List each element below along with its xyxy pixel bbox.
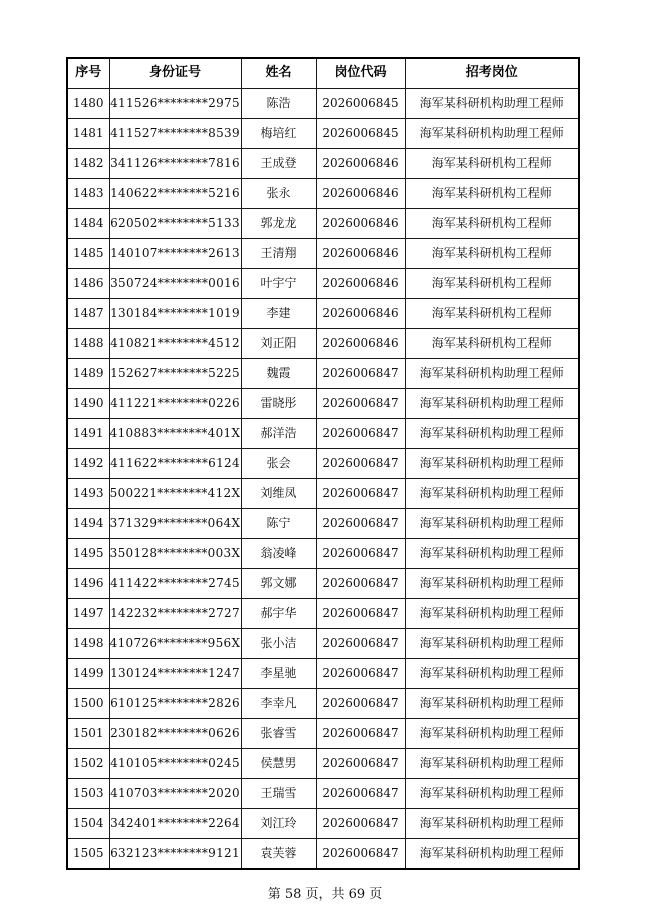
table-row (67, 479, 579, 509)
cell-position: 海军某科研机构工程师 (405, 329, 579, 359)
cell-serial-number: 1498 (67, 629, 109, 659)
cell-serial-number: 1504 (67, 809, 109, 839)
cell-serial-number: 1491 (67, 419, 109, 449)
cell-position: 海军某科研机构助理工程师 (405, 749, 579, 779)
cell-position-code: 2026006847 (316, 569, 405, 599)
cell-position: 海军某科研机构助理工程师 (405, 479, 579, 509)
table-row (67, 89, 579, 119)
table-row (67, 509, 579, 539)
cell-id-number: 410105********0245 (109, 749, 241, 779)
cell-position-code: 2026006847 (316, 719, 405, 749)
cell-serial-number: 1490 (67, 389, 109, 419)
table-row (67, 599, 579, 629)
cell-name: 魏霞 (241, 359, 316, 389)
cell-name: 叶宇宁 (241, 269, 316, 299)
table-row (67, 329, 579, 359)
cell-serial-number: 1482 (67, 149, 109, 179)
cell-name: 王瑞雪 (241, 779, 316, 809)
cell-serial-number: 1503 (67, 779, 109, 809)
cell-serial-number: 1494 (67, 509, 109, 539)
cell-position-code: 2026006847 (316, 809, 405, 839)
cell-id-number: 140622********5216 (109, 179, 241, 209)
cell-name: 雷晓彤 (241, 389, 316, 419)
table-row (67, 809, 579, 839)
cell-position-code: 2026006846 (316, 209, 405, 239)
header-row (67, 58, 579, 89)
cell-name: 侯慧男 (241, 749, 316, 779)
table-row (67, 299, 579, 329)
cell-name: 郝洋浩 (241, 419, 316, 449)
cell-position: 海军某科研机构助理工程师 (405, 509, 579, 539)
cell-serial-number: 1496 (67, 569, 109, 599)
cell-position: 海军某科研机构助理工程师 (405, 779, 579, 809)
cell-id-number: 620502********5133 (109, 209, 241, 239)
cell-position-code: 2026006845 (316, 119, 405, 149)
cell-id-number: 411221********0226 (109, 389, 241, 419)
table-row (67, 539, 579, 569)
cell-name: 翁凌峰 (241, 539, 316, 569)
cell-name: 袁芙蓉 (241, 839, 316, 870)
cell-position: 海军某科研机构助理工程师 (405, 689, 579, 719)
cell-serial-number: 1492 (67, 449, 109, 479)
table-row (67, 389, 579, 419)
cell-position-code: 2026006847 (316, 449, 405, 479)
cell-serial-number: 1487 (67, 299, 109, 329)
cell-id-number: 411422********2745 (109, 569, 241, 599)
cell-id-number: 371329********064X (109, 509, 241, 539)
cell-position-code: 2026006847 (316, 839, 405, 870)
cell-name: 郭龙龙 (241, 209, 316, 239)
cell-serial-number: 1488 (67, 329, 109, 359)
cell-id-number: 410821********4512 (109, 329, 241, 359)
table-row (67, 239, 579, 269)
cell-serial-number: 1485 (67, 239, 109, 269)
cell-name: 梅培红 (241, 119, 316, 149)
cell-name: 李建 (241, 299, 316, 329)
cell-position: 海军某科研机构工程师 (405, 299, 579, 329)
cell-position-code: 2026006847 (316, 359, 405, 389)
table-row (67, 209, 579, 239)
cell-position-code: 2026006847 (316, 599, 405, 629)
cell-serial-number: 1493 (67, 479, 109, 509)
cell-name: 郝宇华 (241, 599, 316, 629)
cell-id-number: 632123********9121 (109, 839, 241, 870)
cell-id-number: 500221********412X (109, 479, 241, 509)
cell-position-code: 2026006847 (316, 509, 405, 539)
header-position-code: 岗位代码 (316, 58, 405, 89)
cell-position: 海军某科研机构助理工程师 (405, 89, 579, 119)
cell-serial-number: 1483 (67, 179, 109, 209)
table-row (67, 179, 579, 209)
cell-id-number: 142232********2727 (109, 599, 241, 629)
page-number-footer: 第 58 页，共 69 页 (267, 887, 383, 902)
cell-id-number: 410883********401X (109, 419, 241, 449)
cell-name: 陈浩 (241, 89, 316, 119)
table-row (67, 659, 579, 689)
table-row (67, 779, 579, 809)
table-row (67, 689, 579, 719)
cell-position: 海军某科研机构助理工程师 (405, 659, 579, 689)
cell-position-code: 2026006846 (316, 269, 405, 299)
cell-serial-number: 1486 (67, 269, 109, 299)
header-position: 招考岗位 (405, 58, 579, 89)
cell-position: 海军某科研机构助理工程师 (405, 809, 579, 839)
cell-id-number: 610125********2826 (109, 689, 241, 719)
cell-position-code: 2026006847 (316, 749, 405, 779)
cell-serial-number: 1484 (67, 209, 109, 239)
table-row (67, 149, 579, 179)
cell-position: 海军某科研机构工程师 (405, 179, 579, 209)
header-serial-number: 序号 (67, 58, 109, 89)
cell-position: 海军某科研机构助理工程师 (405, 599, 579, 629)
cell-serial-number: 1499 (67, 659, 109, 689)
cell-serial-number: 1501 (67, 719, 109, 749)
table-row (67, 119, 579, 149)
cell-name: 郭文娜 (241, 569, 316, 599)
cell-id-number: 140107********2613 (109, 239, 241, 269)
cell-serial-number: 1502 (67, 749, 109, 779)
cell-position: 海军某科研机构工程师 (405, 209, 579, 239)
cell-position: 海军某科研机构助理工程师 (405, 119, 579, 149)
cell-position: 海军某科研机构助理工程师 (405, 419, 579, 449)
cell-id-number: 411526********2975 (109, 89, 241, 119)
cell-id-number: 410726********956X (109, 629, 241, 659)
cell-position-code: 2026006846 (316, 149, 405, 179)
cell-serial-number: 1489 (67, 359, 109, 389)
cell-position-code: 2026006845 (316, 89, 405, 119)
cell-position-code: 2026006847 (316, 389, 405, 419)
cell-position: 海军某科研机构助理工程师 (405, 629, 579, 659)
cell-position-code: 2026006847 (316, 419, 405, 449)
cell-serial-number: 1480 (67, 89, 109, 119)
cell-position-code: 2026006846 (316, 329, 405, 359)
table-row (67, 629, 579, 659)
cell-position: 海军某科研机构助理工程师 (405, 389, 579, 419)
cell-id-number: 130184********1019 (109, 299, 241, 329)
cell-position-code: 2026006847 (316, 539, 405, 569)
cell-name: 张会 (241, 449, 316, 479)
table-body (67, 89, 579, 870)
table-row (67, 839, 579, 870)
cell-id-number: 341126********7816 (109, 149, 241, 179)
cell-position: 海军某科研机构助理工程师 (405, 839, 579, 870)
cell-name: 刘维凤 (241, 479, 316, 509)
table-row (67, 359, 579, 389)
cell-name: 刘正阳 (241, 329, 316, 359)
cell-position-code: 2026006847 (316, 659, 405, 689)
cell-id-number: 410703********2020 (109, 779, 241, 809)
cell-position: 海军某科研机构助理工程师 (405, 449, 579, 479)
cell-name: 张小洁 (241, 629, 316, 659)
cell-position: 海军某科研机构助理工程师 (405, 539, 579, 569)
cell-name: 张永 (241, 179, 316, 209)
cell-serial-number: 1497 (67, 599, 109, 629)
cell-position: 海军某科研机构工程师 (405, 269, 579, 299)
cell-serial-number: 1500 (67, 689, 109, 719)
cell-position: 海军某科研机构助理工程师 (405, 569, 579, 599)
cell-id-number: 350128********003X (109, 539, 241, 569)
cell-position: 海军某科研机构工程师 (405, 149, 579, 179)
cell-name: 张睿雪 (241, 719, 316, 749)
cell-name: 陈宁 (241, 509, 316, 539)
table-row (67, 419, 579, 449)
cell-name: 刘江玲 (241, 809, 316, 839)
cell-position-code: 2026006847 (316, 629, 405, 659)
cell-position: 海军某科研机构工程师 (405, 239, 579, 269)
cell-id-number: 411622********6124 (109, 449, 241, 479)
cell-name: 李星驰 (241, 659, 316, 689)
cell-id-number: 130124********1247 (109, 659, 241, 689)
cell-serial-number: 1495 (67, 539, 109, 569)
cell-name: 王成登 (241, 149, 316, 179)
cell-id-number: 350724********0016 (109, 269, 241, 299)
header-name: 姓名 (241, 58, 316, 89)
header-id-number: 身份证号 (109, 58, 241, 89)
cell-position: 海军某科研机构助理工程师 (405, 719, 579, 749)
cell-id-number: 152627********5225 (109, 359, 241, 389)
table-row (67, 749, 579, 779)
cell-name: 王清翔 (241, 239, 316, 269)
cell-position-code: 2026006846 (316, 179, 405, 209)
recruitment-roster-table (66, 57, 580, 870)
cell-serial-number: 1505 (67, 839, 109, 870)
cell-position-code: 2026006846 (316, 299, 405, 329)
cell-position-code: 2026006847 (316, 479, 405, 509)
table-row (67, 269, 579, 299)
cell-id-number: 342401********2264 (109, 809, 241, 839)
cell-name: 李幸凡 (241, 689, 316, 719)
table-row (67, 719, 579, 749)
cell-position-code: 2026006847 (316, 779, 405, 809)
cell-id-number: 230182********0626 (109, 719, 241, 749)
cell-position-code: 2026006847 (316, 689, 405, 719)
cell-id-number: 411527********8539 (109, 119, 241, 149)
cell-position: 海军某科研机构助理工程师 (405, 359, 579, 389)
cell-position-code: 2026006846 (316, 239, 405, 269)
table-row (67, 449, 579, 479)
table-row (67, 569, 579, 599)
cell-serial-number: 1481 (67, 119, 109, 149)
